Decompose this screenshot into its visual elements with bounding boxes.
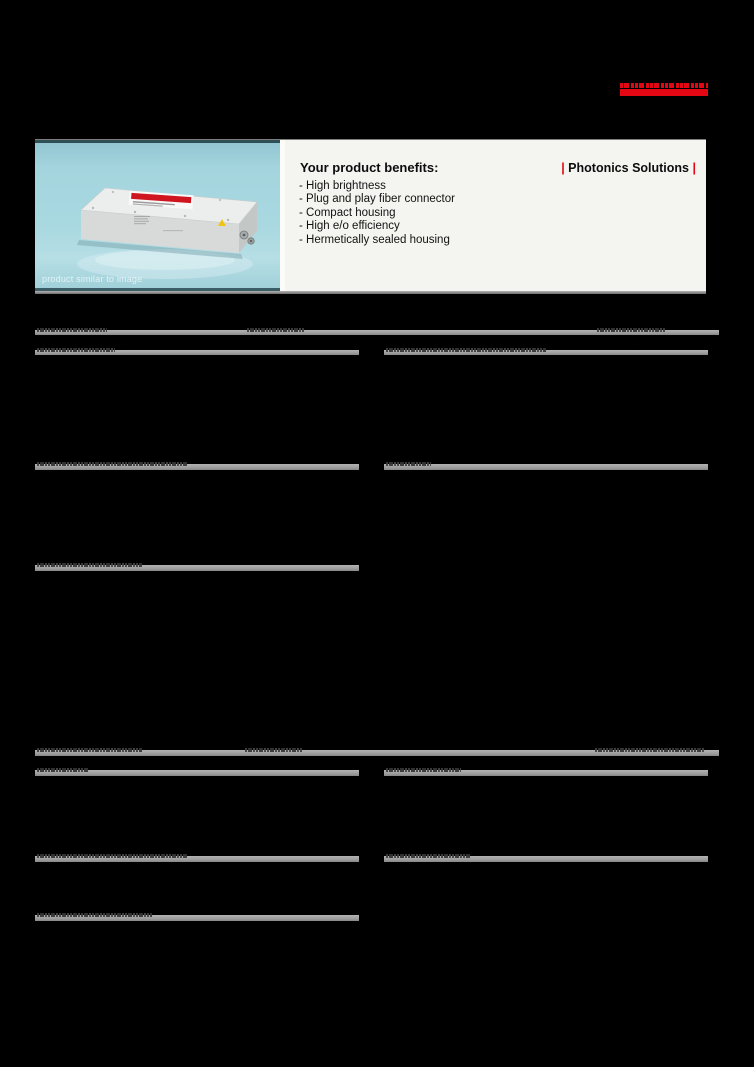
illegible-section-title-fragment (595, 748, 705, 752)
section-header-bar-6 (35, 565, 359, 571)
benefits-list (299, 180, 455, 247)
illegible-section-title-fragment (386, 462, 431, 466)
illegible-section-title-fragment (245, 748, 303, 752)
section-header-bar-9 (384, 770, 708, 776)
section-header-bar-10 (35, 856, 359, 862)
range-label-left-pipe: | (561, 161, 565, 175)
section-header-bar-3 (384, 350, 708, 355)
section-header-bar-4 (35, 464, 359, 470)
benefit-item: - Compact housing (299, 206, 396, 219)
range-label (561, 161, 696, 175)
section-header-bar-11 (384, 856, 708, 862)
logo-red-bar (620, 89, 708, 96)
hero-band (35, 139, 706, 292)
benefit-item: - High brightness (299, 180, 386, 192)
benefits-panel (285, 140, 706, 292)
illegible-section-title-fragment (597, 328, 665, 332)
logo-top-rule (620, 83, 708, 88)
illegible-section-title-fragment (37, 348, 115, 352)
illegible-section-title-fragment (386, 348, 546, 352)
benefits-heading: Your product benefits: (300, 160, 439, 175)
illegible-section-title-fragment (37, 854, 187, 858)
illegible-section-title-fragment (37, 328, 107, 332)
range-label-text: Photonics Solutions (568, 161, 690, 175)
range-label-right-pipe: | (692, 161, 696, 175)
illegible-section-title-fragment (37, 748, 142, 752)
illegible-section-title-fragment (37, 462, 187, 466)
section-header-bar-1 (35, 330, 719, 335)
benefit-item: - Plug and play fiber connector (299, 193, 455, 206)
illegible-section-title-fragment (37, 768, 89, 772)
section-header-bar-12 (35, 915, 359, 921)
section-header-bar-5 (384, 464, 708, 470)
benefit-item: - Hermetically sealed housing (299, 233, 450, 246)
product-photo (35, 140, 280, 292)
section-header-bar-7 (35, 750, 719, 756)
photo-top-edge (35, 140, 280, 143)
illegible-section-title-fragment (247, 328, 305, 332)
illegible-section-title-fragment (37, 913, 152, 917)
photo-caption: product similar to image (42, 274, 143, 284)
product-photo-panel (35, 140, 280, 292)
brand-logo (620, 83, 708, 96)
benefit-item: - High e/o efficiency (299, 220, 400, 233)
illegible-section-title-fragment (37, 563, 142, 567)
illegible-section-title-fragment (386, 854, 471, 858)
hero-bottom-strip (35, 291, 706, 294)
section-header-bar-2 (35, 350, 359, 355)
illegible-section-title-fragment (386, 768, 461, 772)
section-header-bar-8 (35, 770, 359, 776)
